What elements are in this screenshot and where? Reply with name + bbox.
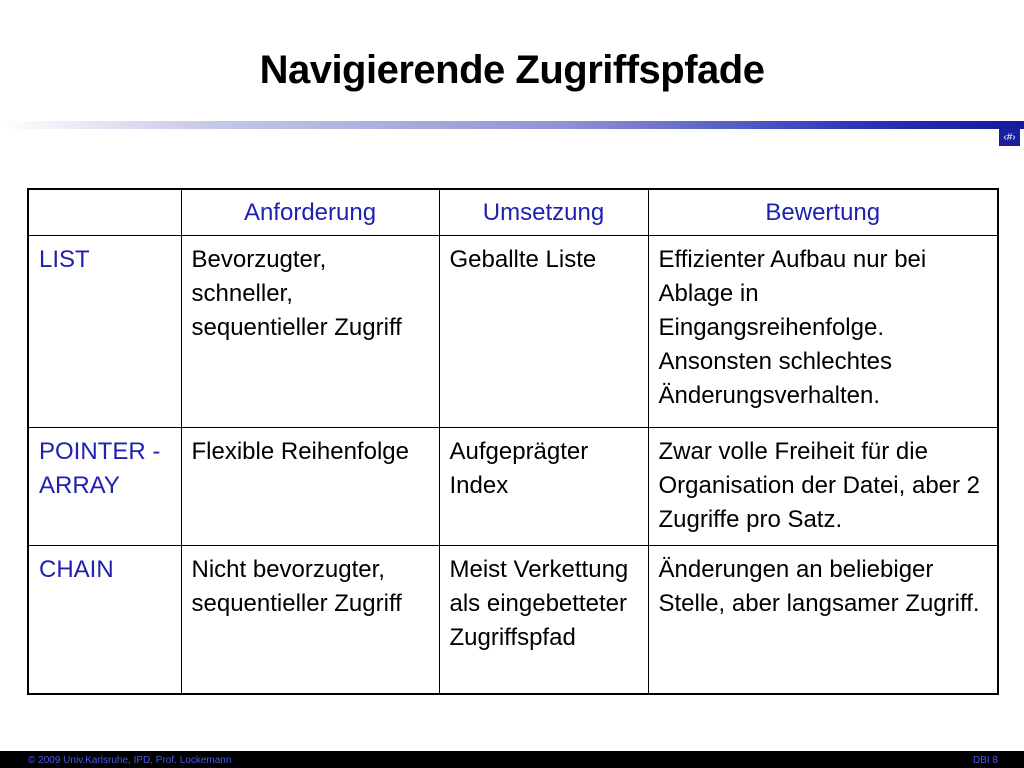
cell-anforderung: Flexible Reihenfolge (181, 428, 439, 546)
footer-page-label: DBI 8 (972, 755, 998, 766)
cell-umsetzung: Aufgeprägter Index (439, 428, 648, 546)
row-label-list: LIST (28, 236, 181, 428)
header-umsetzung: Umsetzung (439, 189, 648, 236)
title-divider (0, 121, 1024, 129)
table-header-row (28, 189, 998, 236)
cell-bewertung: Zwar volle Freiheit für die Organisation der Datei, aber 2 Zugriffe pro Satz. (648, 428, 998, 546)
cell-bewertung: Effizienter Aufbau nur bei Ablage in Eingangsreihenfolge. Ansonsten schlechtes Änderungsverhalten. (648, 236, 998, 428)
slide-number-badge: ‹#› (999, 129, 1020, 146)
row-label-pointer-array: POINTER -ARRAY (28, 428, 181, 546)
cell-umsetzung: Meist Verkettung als eingebetteter Zugriffspfad (439, 546, 648, 694)
footer-bar (0, 751, 1024, 768)
comparison-table (27, 188, 999, 695)
slide-title: Navigierende Zugriffspfade (259, 48, 765, 92)
table-row (28, 428, 998, 546)
header-bewertung: Bewertung (648, 189, 998, 236)
cell-anforderung: Nicht bevorzugter, sequentieller Zugriff (181, 546, 439, 694)
cell-bewertung: Änderungen an beliebiger Stelle, aber langsamer Zugriff. (648, 546, 998, 694)
cell-anforderung: Bevorzugter, schneller, sequentieller Zugriff (181, 236, 439, 428)
header-empty-cell (28, 189, 181, 236)
footer-copyright: © 2009 Univ.Karlsruhe, IPD, Prof. Lockemann (28, 755, 232, 766)
row-label-chain: CHAIN (28, 546, 181, 694)
header-anforderung: Anforderung (181, 189, 439, 236)
table-row (28, 546, 998, 694)
table-row (28, 236, 998, 428)
cell-umsetzung: Geballte Liste (439, 236, 648, 428)
